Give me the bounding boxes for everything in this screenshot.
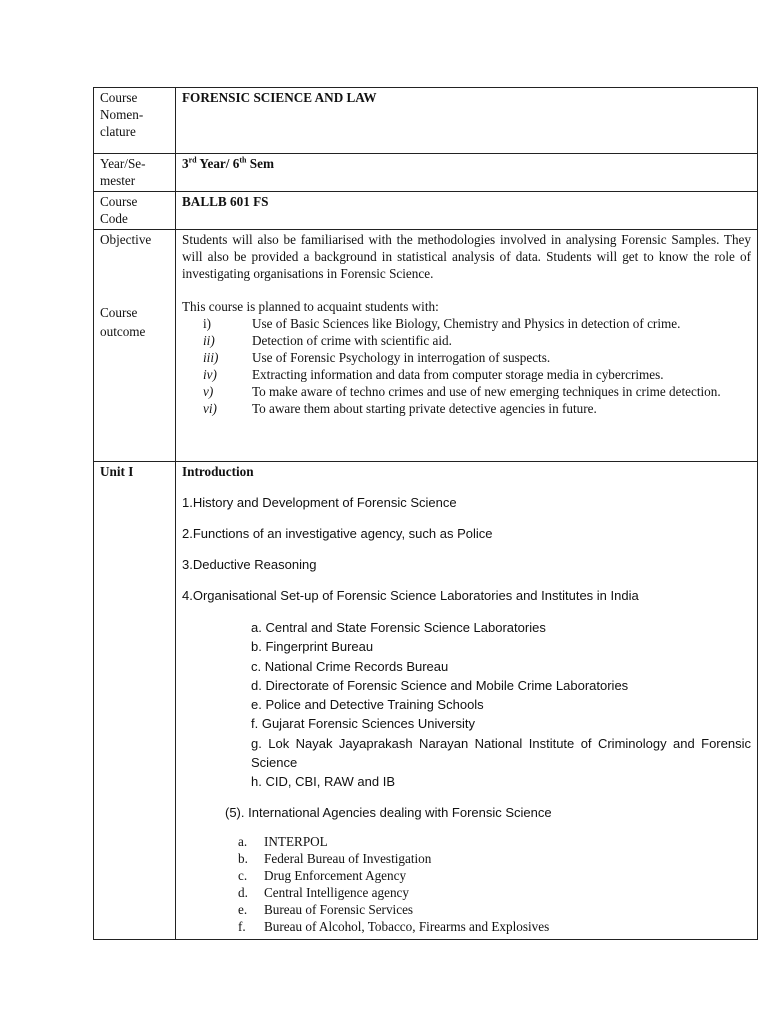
label-line: Course (100, 194, 138, 209)
year-mid-text: Year/ (196, 156, 233, 171)
lab-sub-item: f. Gujarat Forensic Sciences University (251, 716, 475, 732)
agency-letter: d. (238, 884, 248, 900)
nomenclature-row (94, 88, 758, 154)
outcome-item (182, 349, 751, 366)
outcome-text: To make aware of techno crimes and use of new emerging techniques in crime detection. (252, 384, 721, 399)
label-line: Year/Se- (100, 156, 146, 171)
lab-sub-item: d. Directorate of Forensic Science and Mobile Crime Laboratories (251, 677, 629, 693)
agency-item (238, 833, 751, 850)
agency-letter: b. (238, 850, 248, 866)
agency-item (238, 867, 751, 884)
outcome-text: To aware them about starting private detective agencies in future. (252, 401, 597, 416)
label-line: Nomen- (100, 107, 144, 122)
outcome-number: v) (203, 384, 214, 399)
agency-list (182, 833, 751, 935)
objective-label: Objective (100, 232, 152, 247)
agency-letter: a. (238, 833, 248, 849)
outcome-text: Detection of crime with scientific aid. (252, 333, 452, 348)
objective-text: Students will also be familiarised with the methodologies involved in analysing Forensic Samples. They will also be provided a background in statistical analysis of data. Students will get to know the role of investigating organisations in Forensic Science. (182, 232, 751, 281)
outcome-text: Extracting information and data from computer storage media in cybercrimes. (252, 367, 664, 382)
year-semester-value (176, 154, 758, 192)
agency-name: Drug Enforcement Agency (264, 867, 407, 883)
agency-item (238, 884, 751, 901)
outcome-text: Use of Basic Sciences like Biology, Chemistry and Physics in detection of crime. (252, 316, 681, 331)
course-title: FORENSIC SCIENCE AND LAW (176, 88, 758, 154)
lab-sub-item: c. National Crime Records Bureau (251, 658, 449, 674)
lab-sub-item: h. CID, CBI, RAW and IB (251, 774, 396, 790)
code-label-cell (94, 192, 176, 230)
unit1-label: Unit I (94, 462, 176, 940)
semester-text: Sem (246, 156, 274, 171)
agency-name: Bureau of Alcohol, Tobacco, Firearms and Explosives (264, 918, 550, 934)
objective-row (94, 230, 758, 462)
unit1-point: 1.History and Development of Forensic Science (182, 495, 457, 510)
year-label-cell (94, 154, 176, 192)
unit1-point: 3.Deductive Reasoning (182, 557, 317, 572)
outcome-number: ii) (203, 333, 215, 348)
agency-name: Federal Bureau of Investigation (264, 850, 432, 866)
agency-letter: e. (238, 901, 248, 917)
outcome-intro: This course is planned to acquaint students with: (182, 299, 439, 314)
outcome-item (182, 400, 751, 417)
outcome-number: iv) (203, 367, 217, 382)
outcome-number: iii) (203, 350, 219, 365)
outcome-text: Use of Forensic Psychology in interrogation of suspects. (252, 350, 551, 365)
year-number: 3 (182, 156, 189, 171)
unit1-row (94, 462, 758, 940)
agency-item (238, 901, 751, 918)
outcome-item (182, 366, 751, 383)
semester-suffix: th (239, 155, 247, 165)
label-line: mester (100, 173, 136, 188)
lab-sub-item: b. Fingerprint Bureau (251, 639, 374, 655)
nomenclature-label-cell (94, 88, 176, 154)
agency-letter: c. (238, 867, 248, 883)
agency-item (238, 918, 751, 935)
objective-label-cell (94, 230, 176, 462)
outcome-item (182, 383, 751, 400)
outcome-item (182, 332, 751, 349)
syllabus-table (93, 87, 758, 940)
lab-sub-item: a. Central and State Forensic Science Laboratories (251, 620, 546, 635)
label-line: Course (100, 90, 138, 105)
label-line: Code (100, 211, 128, 226)
year-row (94, 154, 758, 192)
code-row (94, 192, 758, 230)
outcome-number: vi) (203, 401, 217, 416)
unit1-point: 2.Functions of an investigative agency, such as Police (182, 526, 493, 541)
outcome-number: i) (203, 316, 212, 331)
agency-letter: f. (238, 918, 246, 934)
year-suffix: rd (188, 155, 197, 165)
lab-sub-item: g. Lok Nayak Jayaprakash Narayan National Institute of Criminology and Forensic Science (251, 735, 751, 771)
lab-sub-item: e. Police and Detective Training Schools (251, 697, 484, 713)
agency-item (238, 850, 751, 867)
course-code: BALLB 601 FS (176, 192, 758, 230)
unit1-title: Introduction (182, 464, 254, 479)
label-line: clature (100, 124, 136, 139)
unit1-point: 4.Organisational Set-up of Forensic Science Laboratories and Institutes in India (182, 588, 639, 603)
outcome-label-line: Course (100, 305, 138, 320)
outcome-label-line: outcome (100, 324, 146, 339)
unit1-content-cell (176, 462, 758, 940)
objective-content-cell (176, 230, 758, 462)
lab-sub-list (182, 618, 751, 792)
semester-number: 6 (232, 156, 240, 171)
agency-name: Central Intelligence agency (264, 884, 409, 900)
syllabus-page (93, 87, 757, 940)
outcome-list (182, 315, 751, 417)
agency-name: INTERPOL (264, 833, 328, 849)
outcome-item (182, 315, 751, 332)
agency-name: Bureau of Forensic Services (264, 901, 414, 917)
international-heading: (5). International Agencies dealing with Forensic Science (225, 804, 552, 820)
